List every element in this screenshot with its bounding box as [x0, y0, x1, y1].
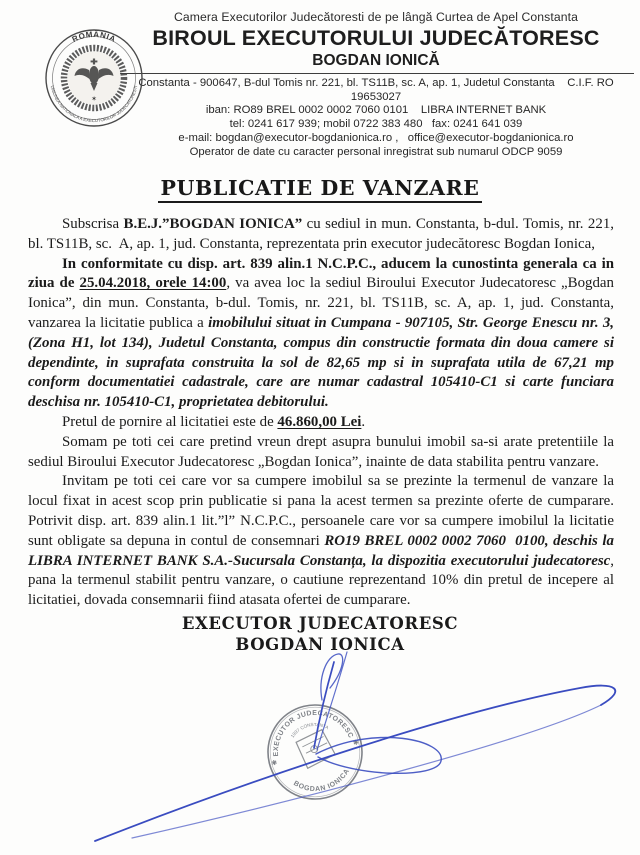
chamber-line: Camera Executorilor Judecătoresti de pe lângă Curtea de Apel Constanta	[173, 10, 578, 24]
title-row	[0, 176, 640, 203]
body-run: Invitam pe toti cei care vor sa cumpere imobilul sa se prezinte la termenul de vanzare la locul fixat in acest scop prin publicatie si pana la acest termen sa prezinte oferte de cumparare. Potrivit disp. art. 839 alin.1 lit.”l” N.C.P.C., persoanele care vor sa cumpere imobilul la licitatie sunt obligate sa depuna in contul de consemnari	[28, 473, 614, 549]
stamp-ring-top-text: EXECUTOR JUDECATORESC	[272, 709, 355, 757]
body-run: , va avea loc la sediul Biroului Executor Judecatoresc „Bogdan Ionica”, din mun. Constanta, b-dul. Tomis, nr. 221, bl. TS11B, sc. A, ap. 1, jud. Constanta, vanzarea la licitatie publica a	[28, 275, 614, 331]
body-run: , pana la termenul stabilit pentru vanzare, o cautiune reprezentand 10% din pretul de incepere al licitatiei, dovada consemnarii fiind atasata ofertei de cumparare.	[28, 552, 614, 609]
signature-block	[0, 613, 640, 655]
iban-line: iban: RO89 BREL 0002 0002 7060 0101 LIBRA INTERNET BANK	[205, 104, 547, 117]
letterhead-text	[118, 10, 634, 159]
seal-ring-text: UNIUNEA NATIONALA A EXECUTORILOR JUDECATORESTI	[49, 84, 139, 124]
property-description: imobilului situat in Cumpana - 907105, Str. George Enescu nr. 3, (Zona H1, lot 134), Judetul Constanta, compus din constructie formata din doua camere si dependinte, in suprafata construita la sol de 82,65 mp si in suprafata utila de 67,21 mp conform documentatiei cadastrale, care are numar cadastral 105410-C1 si carte funciara deschisa nr. 105410-C1, proprietatea debitorului.	[28, 314, 614, 411]
paragraph-pret	[28, 413, 614, 433]
office-name: BIROUL EXECUTORULUI JUDECĂTORESC	[152, 26, 600, 50]
stamp-and-signature	[0, 648, 640, 855]
body-run: cu sediul in mun. Constanta, b-dul. Tomis, nr. 221, bl. TS11B, sc. A, ap. 1, jud. Constanta, reprezentata prin executor judecătoresc Bogdan Ionica,	[28, 216, 614, 252]
paragraph-subscrisa	[28, 215, 614, 255]
stamp-star-left-icon: ✱	[270, 758, 279, 768]
seal-star-icon: ✶	[91, 95, 97, 103]
legal-basis-bold: In conformitate cu disp. art. 839 alin.1 N.C.P.C., aducem la cunostinta generala ca in ziua de	[28, 255, 614, 292]
union-seal-logo	[44, 24, 144, 132]
stamp-emblem-icon	[295, 728, 337, 769]
signature-role: EXECUTOR JUDECATORESC	[181, 613, 459, 633]
address-line: Constanta - 900647, B-dul Tomis nr. 221, bl. TS11B, sc. A, ap. 1, Judetul Constanta C.I.F. RO 19653027	[138, 77, 614, 103]
body-run: Somam pe toti cei care pretind vreun drept asupra bunului imobil sa-si arate pretentiile la sediul Biroului Executor Judecatoresc „Bogdan Ionica”, inainte de data stabilita pentru vanzare.	[28, 433, 614, 470]
data-operator-line: Operator de date cu caracter personal inregistrat sub numarul ODCP 9059	[189, 145, 563, 158]
handwritten-signature-icon	[95, 652, 615, 841]
svg-text:1997 CONSTANTA	[288, 718, 331, 740]
body-run: Pretul de pornire al licitatiei este de	[62, 413, 278, 430]
stamp-ring-bottom-text: BOGDAN IONICA	[292, 767, 352, 794]
svg-text:ROMÂNIA	[71, 30, 118, 44]
stamp-star-right-icon: ✱	[352, 738, 360, 748]
svg-text:BOGDAN IONICA	[291, 766, 355, 799]
bej-name-bold: B.E.J.”BOGDAN IONICA”	[123, 216, 303, 232]
svg-text:EXECUTOR JUDECATORESC	[264, 701, 354, 758]
executor-name: BOGDAN IONICĂ	[312, 52, 440, 69]
header-divider	[102, 73, 634, 74]
paragraph-somam	[28, 433, 614, 473]
round-stamp-icon	[258, 695, 372, 809]
signature-name: BOGDAN IONICA	[235, 634, 405, 654]
bank-account-details: RO19 BREL 0002 0002 7060 0100, deschis la LIBRA INTERNET BANK S.A.-Sucursala Constanța, la dispozitia executorului judecatoresc	[28, 532, 614, 569]
page-title: PUBLICATIE DE VANZARE	[158, 176, 483, 203]
auction-datetime: 25.04.2018, orele 14:00	[79, 275, 227, 292]
letterhead	[0, 10, 640, 159]
romania-seal-icon	[44, 24, 144, 132]
seal-country-text: ROMÂNIA	[70, 29, 118, 45]
document-body	[28, 215, 614, 611]
stamp-inner-text: 1997 CONSTANTA	[289, 721, 330, 739]
email-line: e-mail: bogdan@executor-bogdanionica.ro , office@executor-bogdanionica.ro	[178, 131, 574, 144]
starting-price: 46.860,00 Lei	[277, 413, 362, 430]
paragraph-invitam	[28, 472, 614, 611]
phone-fax-line: tel: 0241 617 939; mobil 0722 383 480 fax: 0241 641 039	[229, 118, 523, 131]
paragraph-conformitate	[28, 255, 614, 413]
body-run: Subscrisa	[62, 216, 124, 232]
body-run: .	[361, 413, 366, 430]
ink-layer	[0, 648, 640, 855]
